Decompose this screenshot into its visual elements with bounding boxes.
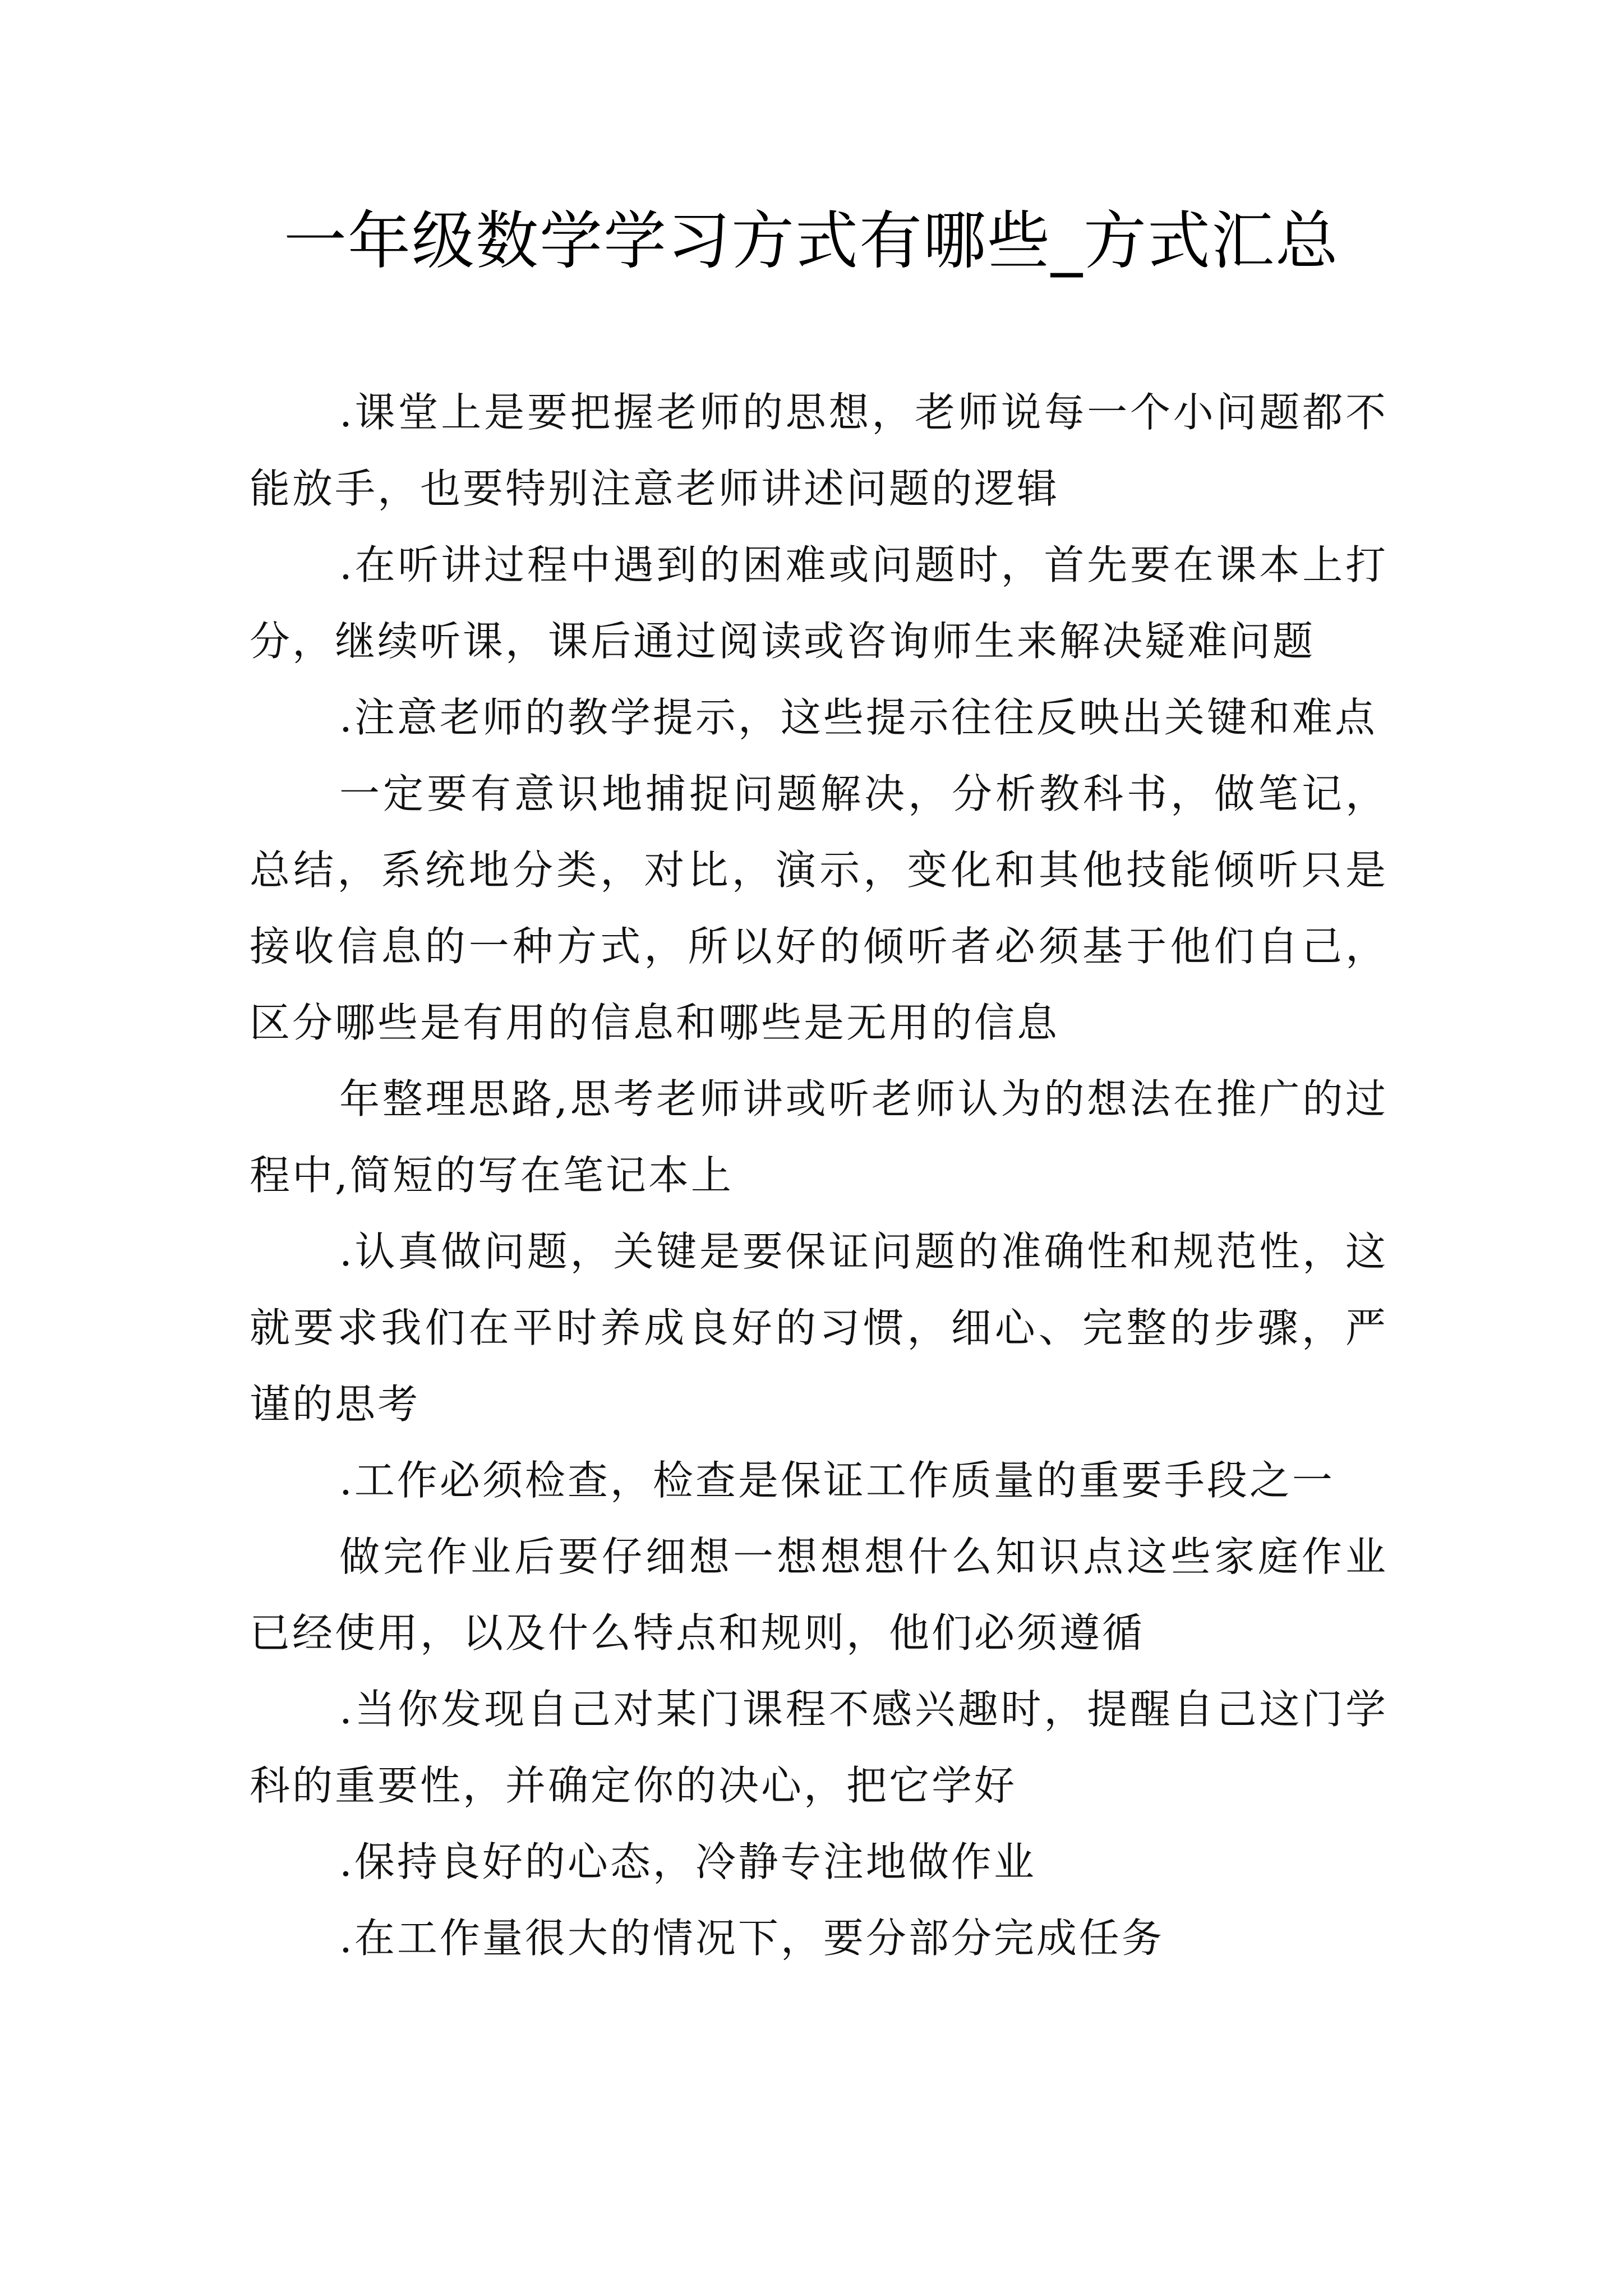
paragraph-2: .在听讲过程中遇到的困难或问题时，首先要在课本上打分，继续听课，课后通过阅读或咨询师生来解决疑难问题 <box>250 541 1388 665</box>
paragraph-3: .注意老师的教学提示，这些提示往往反映出关键和难点 <box>339 694 1377 741</box>
paragraph-10: .保持良好的心态，冷静专注地做作业 <box>339 1838 1036 1885</box>
paragraph-6: .认真做问题，关键是要保证问题的准确性和规范性，这就要求我们在平时养成良好的习惯，细心、完整的步骤，严谨的思考 <box>250 1228 1388 1428</box>
paragraph-8: 做完作业后要仔细想一想想想什么知识点这些家庭作业已经使用，以及什么特点和规则，他们必须遵循 <box>250 1533 1388 1657</box>
paragraph-1: .课堂上是要把握老师的思想，老师说每一个小问题都不能放手，也要特别注意老师讲述问题的逻辑 <box>250 389 1388 512</box>
document-body <box>250 374 1388 1976</box>
paragraph-4: 一定要有意识地捕捉问题解决，分析教科书，做笔记，总结，系统地分类，对比，演示，变化和其他技能倾听只是接收信息的一种方式，所以好的倾听者必须基于他们自己，区分哪些是有用的信息和哪些是无用的信息 <box>250 770 1388 1046</box>
paragraph-7: .工作必须检查，检查是保证工作质量的重要手段之一 <box>339 1457 1335 1504</box>
paragraph-11: .在工作量很大的情况下，要分部分完成任务 <box>339 1915 1164 1962</box>
paragraph-5: 年整理思路,思考老师讲或听老师认为的想法在推广的过程中,简短的写在笔记本上 <box>250 1075 1388 1199</box>
paragraph-9: .当你发现自己对某门课程不感兴趣时，提醒自己这门学科的重要性，并确定你的决心，把它学好 <box>250 1686 1388 1809</box>
page-title: 一年级数学学习方式有哪些_方式汇总 <box>284 205 1339 278</box>
